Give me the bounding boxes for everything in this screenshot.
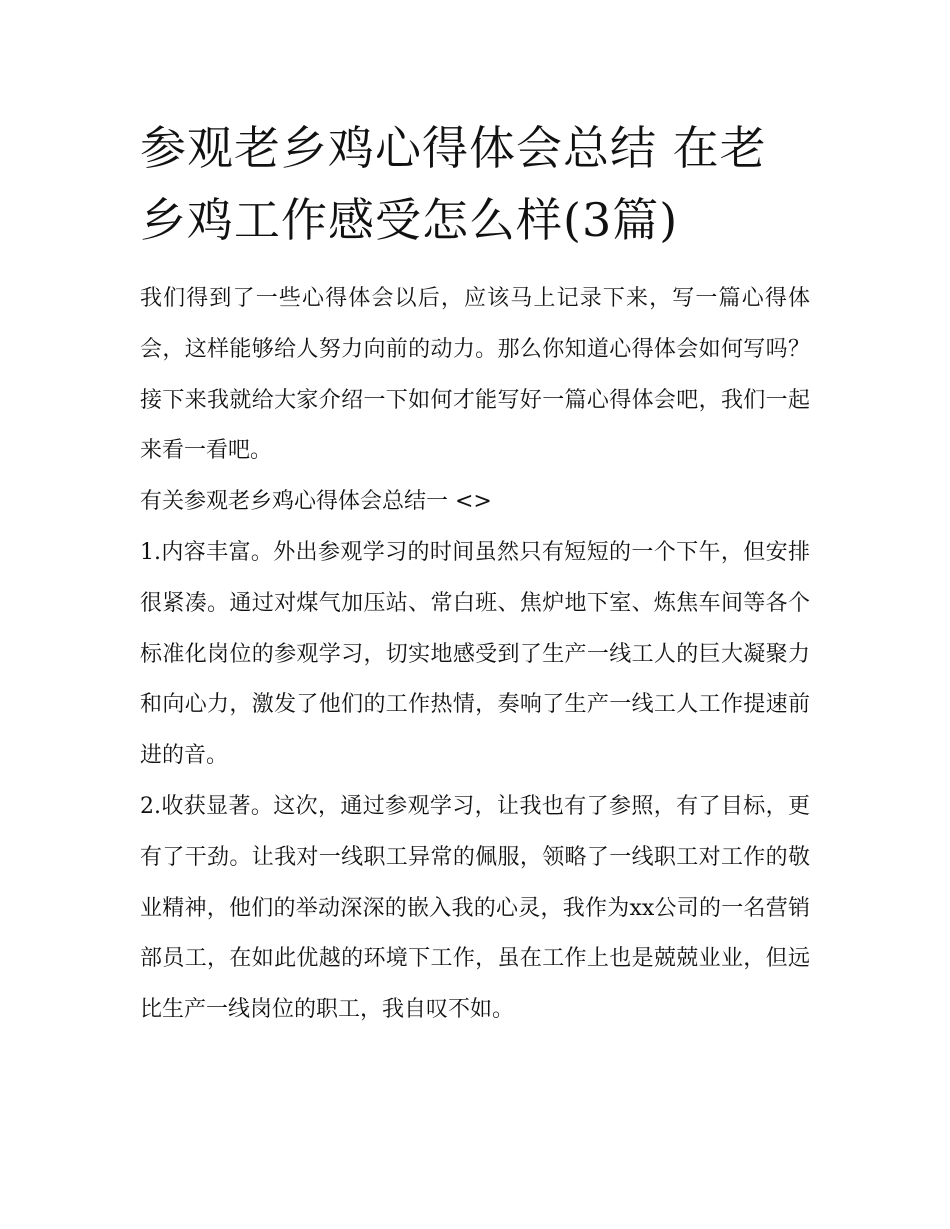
body-paragraph-1: 1.内容丰富。外出参观学习的时间虽然只有短短的一个下午，但安排很紧凑。通过对煤气加压站、常白班、焦炉地下室、炼焦车间等各个标准化岗位的参观学习，切实地感受到了生产一线工人的巨大凝聚力和向心力，激发了他们的工作热情，奏响了生产一线工人工作提速前进的音。 xyxy=(140,539,810,769)
document-page xyxy=(140,112,810,1036)
intro-paragraph: 我们得到了一些心得体会以后，应该马上记录下来，写一篇心得体会，这样能够给人努力向前的动力。那么你知道心得体会如何写吗？接下来我就给大家介绍一下如何才能写好一篇心得体会吧，我们一起来看一看吧。 xyxy=(140,286,810,464)
body-paragraph-2: 2.收获显著。这次，通过参观学习，让我也有了参照，有了目标，更有了干劲。让我对一线职工异常的佩服，领略了一线职工对工作的敬业精神，他们的举动深深的嵌入我的心灵，我作为xx公司的一名营销部员工，在如此优越的环境下工作，虽在工作上也是兢兢业业，但远比生产一线岗位的职工，我自叹不如。 xyxy=(140,793,810,1023)
section-heading: 有关参观老乡鸡心得体会总结一 <> xyxy=(140,489,492,515)
document-title: 参观老乡鸡心得体会总结 在老乡鸡工作感受怎么样(3篇) xyxy=(140,121,767,247)
